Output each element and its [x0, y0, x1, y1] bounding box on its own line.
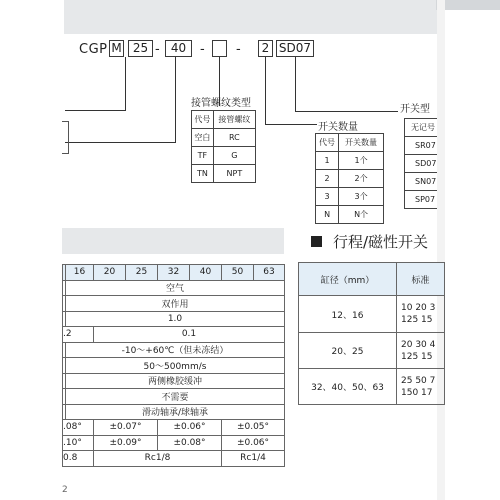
- qty-th-code: 代号: [316, 134, 339, 152]
- spec-rot2: ±0.06°: [222, 435, 285, 451]
- stroke-std-line: 20 30 4: [401, 339, 436, 350]
- section-bullet-icon: [311, 236, 322, 247]
- spec-cushion: 两侧橡胶缓冲: [66, 373, 285, 389]
- thread-cell: TN: [192, 165, 214, 183]
- spec-port: 0.8: [63, 451, 94, 467]
- stroke-row-bore: 20、25: [299, 333, 397, 369]
- spec-rot2: .10°: [63, 435, 94, 451]
- type-cell: SN07: [405, 173, 444, 191]
- spec-rot1: ±0.07°: [94, 420, 158, 436]
- connector-line: [295, 57, 296, 112]
- spec-temp: -10～+60℃（但未冻结）: [66, 342, 285, 358]
- stroke-row-bore: 32、40、50、63: [299, 369, 397, 405]
- bore-50: 50: [222, 265, 254, 281]
- connector-line: [175, 57, 176, 142]
- bore-25: 25: [126, 265, 158, 281]
- spec-table: [62, 264, 285, 467]
- switch-type-title: 开关型: [400, 104, 430, 115]
- switch-qty-table: [315, 133, 384, 224]
- stroke-th-std: 标准: [397, 263, 445, 296]
- connector-line: [65, 142, 176, 143]
- dash-1: -: [155, 42, 161, 57]
- spec-bearing: 滑动轴承/球轴承: [66, 404, 285, 420]
- connector-line: [295, 111, 398, 112]
- cut-box: [62, 121, 69, 154]
- stroke-table: [298, 262, 445, 405]
- connector-line: [265, 57, 266, 124]
- page-number: 2: [62, 485, 68, 495]
- thread-table-title: 接管螺纹类型: [191, 98, 251, 109]
- header-band-edge: [436, 0, 500, 10]
- spec-section-band: [62, 228, 284, 254]
- qty-cell: 2个: [339, 170, 384, 188]
- stroke-row-bore: 12、16: [299, 296, 397, 333]
- stroke-std-line: 125 15: [401, 351, 433, 362]
- spec-rot1: .08°: [63, 420, 94, 436]
- thread-th-code: 代号: [192, 111, 214, 129]
- qty-cell: 3: [316, 188, 339, 206]
- bore-40: 40: [190, 265, 222, 281]
- spec-pressure-b: 0.1: [94, 327, 285, 343]
- qty-cell: 1: [316, 152, 339, 170]
- stroke-std-line: 125 15: [401, 315, 433, 325]
- bore-32: 32: [158, 265, 190, 281]
- stroke-section-title: 行程/磁性开关: [333, 233, 429, 251]
- stroke-row-std: [397, 369, 445, 405]
- qty-cell: N: [316, 206, 339, 224]
- thread-cell: RC: [213, 129, 255, 147]
- spec-speed: 50～500mm/s: [66, 358, 285, 374]
- spec-rot2: ±0.08°: [158, 435, 222, 451]
- spec-rot1: ±0.05°: [222, 420, 285, 436]
- spec-pressure-a: 1.0: [66, 311, 285, 327]
- connector-line: [65, 110, 126, 111]
- thread-cell: NPT: [213, 165, 255, 183]
- thread-cell: G: [213, 147, 255, 165]
- switch-type-box: SD07: [276, 40, 314, 57]
- type-th: 无记号: [405, 119, 444, 137]
- spec-pressure-b-left: .2: [63, 327, 94, 343]
- qty-cell: 2: [316, 170, 339, 188]
- spec-lube: 不需要: [66, 389, 285, 405]
- thread-th-type: 接管螺纹: [213, 111, 255, 129]
- switch-qty-box: 2: [258, 40, 273, 57]
- bore-16: 16: [66, 265, 94, 281]
- bore-63: 63: [254, 265, 285, 281]
- switch-qty-title: 开关数量: [318, 122, 358, 133]
- spec-rot1: ±0.06°: [158, 420, 222, 436]
- stroke-th-bore: 缸径（mm）: [299, 263, 397, 296]
- stroke-std-line: 10 20 3: [401, 303, 436, 313]
- thread-cell: TF: [192, 147, 214, 165]
- stroke-std-line: 150 17: [401, 387, 433, 398]
- stroke-std-line: 25 50 7: [401, 375, 436, 386]
- spec-port: Rc1/8: [94, 451, 222, 467]
- dash-3: -: [236, 42, 242, 57]
- type-cell: SP07: [405, 191, 444, 209]
- dash-2: -: [200, 42, 206, 57]
- type-cell: SR07: [405, 137, 444, 155]
- qty-cell: N个: [339, 206, 384, 224]
- connector-line: [265, 124, 317, 125]
- page-edge: [444, 110, 500, 216]
- stroke-box: 40: [165, 40, 192, 57]
- thread-box: [212, 40, 227, 57]
- bore-box: 25: [128, 40, 153, 57]
- qty-th-qty: 开关数量: [339, 134, 384, 152]
- thread-cell: 空白: [192, 129, 214, 147]
- spec-port: Rc1/4: [222, 451, 285, 467]
- spec-fluid: 空气: [66, 280, 285, 296]
- connector-line: [125, 57, 126, 110]
- page-edge-shade: [437, 0, 445, 500]
- header-band: [64, 0, 444, 34]
- thread-table: [191, 110, 256, 183]
- qty-cell: 3个: [339, 188, 384, 206]
- type-cell: SD07: [405, 155, 444, 173]
- bore-20: 20: [94, 265, 126, 281]
- model-prefix: CGP: [79, 42, 108, 57]
- spec-action: 双作用: [66, 296, 285, 312]
- series-box: M: [109, 40, 124, 57]
- stroke-row-std: [397, 296, 445, 333]
- stroke-row-std: [397, 333, 445, 369]
- qty-cell: 1个: [339, 152, 384, 170]
- spec-rot2: ±0.09°: [94, 435, 158, 451]
